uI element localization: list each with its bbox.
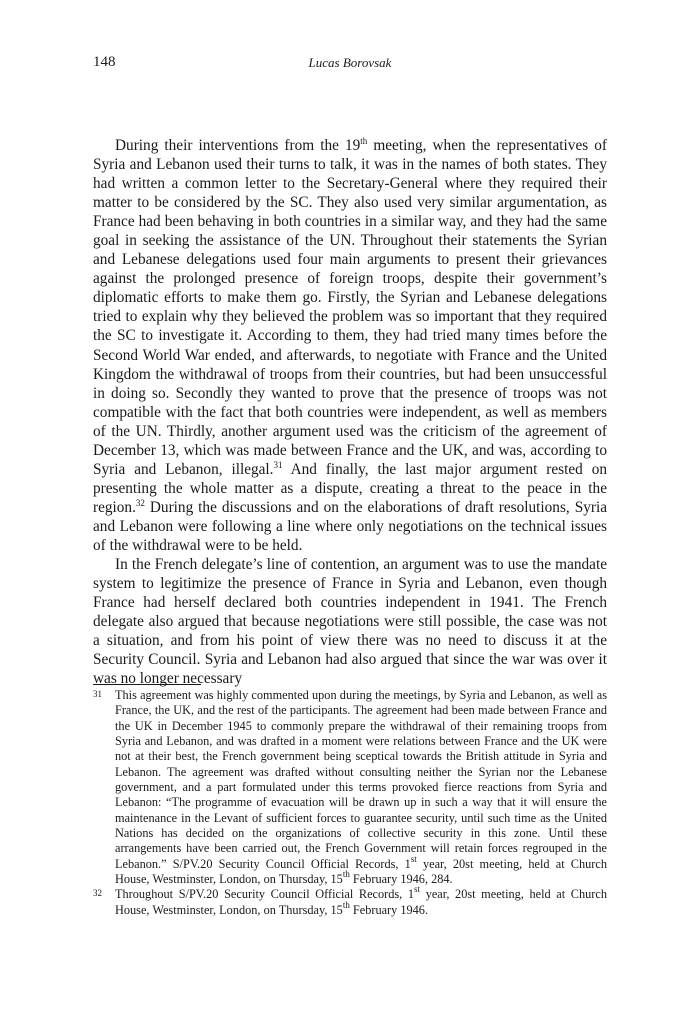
superscript: 32 [135, 497, 145, 508]
text-run: This agreement was highly commented upon during the meetings, by Syria and Lebanon, as well as France, the UK, and the rest of the participants. The agreement had been made between France and the UK in December 1945 to commonly prepare the withdrawal of their remaining troops from Syria and Lebanon, and was drafted in a moment were relations between France and the UK were not at their best, the French government being sceptical towards the British attitude in Syria and Lebanon. The agreement was drafted without consulting neither the Syrian nor the Lebanese government, and a part formulated under this terms provoked fierce reactions from Syria and Lebanon: “The programme of evacuation will be drawn up in such a way that it will ensure the maintenance in the Levant of sufficient forces to guarantee security, until such time as the United Nations has decided on the organizations of collective security in this zone. Until these arrangements have been carried out, the French Government will retain forces regrouped in the Lebanon.” S/PV.20 Security Council Official Records, 1 [115, 688, 607, 871]
text-run: meeting, when the representatives of Syria and Lebanon used their turns to talk, it was in the names of both states. They had written a common letter to the Secretary-General where they required their matter to be considered by the SC. They also used very similar argumentation, as France had been behaving in both countries in a similar way, and they had the same goal in seeking the assistance of the UN. Throughout their statements the Syrian and Lebanese delegations used four main arguments to present their grievances against the prolonged presence of foreign troops, despite their government’s diplomatic efforts to make them go. Firstly, the Syrian and Lebanese delegations tried to explain why they believed the problem was so important that they required the SC to investigate it. According to them, they had tried many times before the Second World War ended, and afterwards, to negotiate with France and the United Kingdom the withdrawal of troops from their countries, but had been unsuccessful in doing so. Secondly they wanted to prove that the presence of troops was not compatible with the fact that both countries were independent, as well as members of the UN. Thirdly, another argument used was the criticism of the agreement of December 13, which was made between France and the UK, and was, according to Syria and Lebanon, illegal. [93, 137, 607, 478]
text-run: February 1946, 284. [349, 872, 453, 887]
footnote [93, 884, 607, 918]
text-run: year, 20st meeting, held at Church House, Westminster, London, on Thursday, 15 [115, 856, 607, 887]
text-run: In the French delegate’s line of contention, an argument was to use the mandate system to legitimize the presence of France in Syria and Lebanon, even though France had herself declared both countries independent in 1941. The French delegate also argued that because negotiations were still possible, the case was not a situation, and from his point of view there was no need to discuss it at the Security Council. Syria and Lebanon had also argued that since the war was over it was no longer necessary [93, 556, 607, 688]
footnote-number: 32 [93, 888, 102, 899]
superscript: st [410, 853, 417, 864]
superscript: 31 [273, 459, 283, 470]
paragraph [93, 555, 607, 688]
footnote-text [115, 688, 607, 886]
footnote [93, 688, 607, 887]
text-run: February 1946. [349, 902, 429, 917]
text-run: year, 20st meeting, held at Church House, Westminster, London, on Thursday, 15 [115, 887, 607, 917]
running-head: Lucas Borovsak [308, 55, 392, 70]
text-run: Throughout S/PV.20 Security Council Official Records, 1 [115, 887, 415, 902]
footnote-text [115, 884, 607, 917]
superscript: th [342, 869, 350, 880]
superscript: th [342, 899, 350, 910]
footnote-number: 31 [93, 689, 102, 699]
superscript: th [360, 136, 368, 146]
superscript: st [414, 884, 421, 895]
paragraph [93, 136, 607, 555]
body-text [93, 136, 607, 688]
footnotes [93, 688, 607, 918]
text-run: During the discussions and on the elaborations of draft resolutions, Syria and Lebanon were following a line where only negotiations on the technical issues of the withdrawal were to be held. [93, 498, 607, 554]
footnote-separator [93, 684, 201, 685]
page-number: 148 [93, 54, 116, 70]
page-header [93, 54, 607, 74]
text-run: During their interventions from the 19 [115, 137, 361, 154]
text-run: And finally, the last major argument rested on presenting the whole matter as a dispute, creating a threat to the peace in the region. [93, 460, 607, 516]
